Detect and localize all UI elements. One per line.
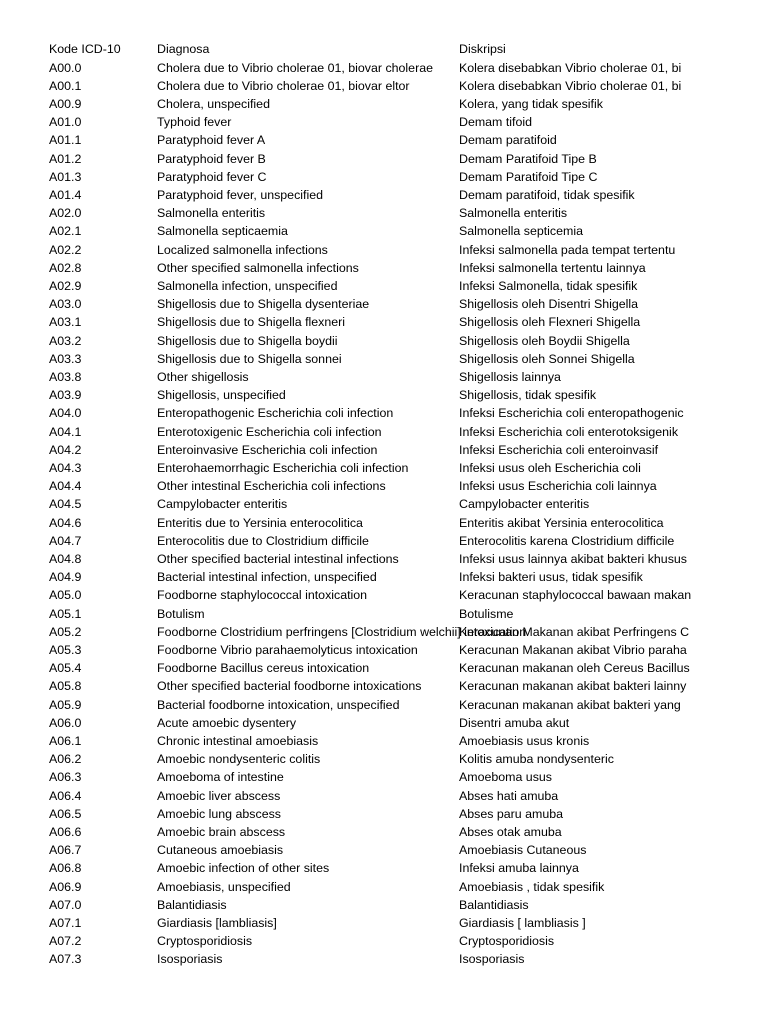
table-row	[0, 732, 768, 750]
cell-diagnosis: Shigellosis, unspecified	[157, 388, 286, 403]
cell-diagnosis: Foodborne Clostridium perfringens [Clostridium welchii] intoxication	[157, 624, 527, 639]
cell-description: Kolera disebabkan Vibrio cholerae 01, bi	[459, 78, 682, 93]
header-description: Diskripsi	[459, 42, 506, 56]
cell-description: Amoebiasis Cutaneous	[459, 843, 587, 858]
cell-code: A04.0	[49, 406, 82, 421]
cell-description: Infeksi salmonella pada tempat tertentu	[459, 242, 676, 257]
cell-diagnosis: Shigellosis due to Shigella boydii	[157, 333, 338, 348]
cell-code: A05.4	[49, 661, 82, 676]
cell-code: A04.2	[49, 442, 82, 457]
cell-description: Kolera, yang tidak spesifik	[459, 96, 603, 111]
cell-description: Keracunan Makanan akibat Perfringens C	[459, 624, 690, 639]
table-row	[0, 568, 768, 586]
table-row	[0, 714, 768, 732]
table-row	[0, 532, 768, 550]
cell-description: Infeksi salmonella tertentu lainnya	[459, 260, 646, 275]
cell-code: A06.4	[49, 788, 82, 803]
table-row	[0, 787, 768, 805]
table-row	[0, 696, 768, 714]
cell-diagnosis: Bacterial foodborne intoxication, unspecified	[157, 697, 400, 712]
cell-description: Infeksi Escherichia coli enteroinvasif	[459, 442, 659, 457]
cell-description: Amoeboma usus	[459, 770, 552, 785]
cell-description: Infeksi amuba lainnya	[459, 861, 579, 876]
cell-diagnosis: Salmonella septicaemia	[157, 224, 288, 239]
cell-code: A04.4	[49, 479, 82, 494]
cell-description: Shigellosis oleh Flexneri Shigella	[459, 315, 641, 330]
table-row	[0, 150, 768, 168]
table-row	[0, 168, 768, 186]
cell-description: Amoebiasis usus kronis	[459, 733, 590, 748]
table-row	[0, 514, 768, 532]
cell-code: A03.3	[49, 351, 82, 366]
cell-description: Disentri amuba akut	[459, 715, 570, 730]
cell-description: Campylobacter enteritis	[459, 497, 590, 512]
cell-description: Shigellosis oleh Disentri Shigella	[459, 297, 639, 312]
cell-code: A03.2	[49, 333, 82, 348]
table-row	[0, 950, 768, 968]
table-row	[0, 222, 768, 240]
cell-code: A06.7	[49, 843, 82, 858]
table-row	[0, 932, 768, 950]
cell-code: A01.2	[49, 151, 82, 166]
table-row	[0, 441, 768, 459]
cell-code: A01.0	[49, 115, 82, 130]
cell-code: A00.0	[49, 60, 82, 75]
cell-code: A04.6	[49, 515, 82, 530]
table-row	[0, 295, 768, 313]
cell-description: Abses otak amuba	[459, 824, 562, 839]
cell-code: A01.4	[49, 187, 82, 202]
cell-code: A01.1	[49, 133, 82, 148]
cell-description: Infeksi Salmonella, tidak spesifik	[459, 278, 638, 293]
table-row	[0, 404, 768, 422]
table-row	[0, 805, 768, 823]
cell-description: Demam paratifoid, tidak spesifik	[459, 187, 635, 202]
cell-description: Abses hati amuba	[459, 788, 559, 803]
cell-diagnosis: Other specified bacterial foodborne intoxications	[157, 679, 422, 694]
table-row	[0, 186, 768, 204]
table-row	[0, 77, 768, 95]
table-row	[0, 623, 768, 641]
header-code: Kode ICD-10	[49, 42, 121, 56]
cell-diagnosis: Chronic intestinal amoebiasis	[157, 733, 319, 748]
cell-description: Infeksi bakteri usus, tidak spesifik	[459, 570, 643, 585]
cell-code: A04.7	[49, 533, 82, 548]
cell-diagnosis: Enterohaemorrhagic Escherichia coli infection	[157, 460, 409, 475]
cell-code: A02.2	[49, 242, 82, 257]
header-diagnosis: Diagnosa	[157, 42, 210, 56]
table-row	[0, 113, 768, 131]
cell-diagnosis: Cholera due to Vibrio cholerae 01, biovar eltor	[157, 78, 410, 93]
table-row	[0, 677, 768, 695]
cell-code: A07.3	[49, 952, 82, 967]
cell-code: A05.2	[49, 624, 82, 639]
cell-code: A04.9	[49, 570, 82, 585]
cell-description: Salmonella septicemia	[459, 224, 583, 239]
cell-code: A00.9	[49, 96, 82, 111]
cell-diagnosis: Amoeboma of intestine	[157, 770, 284, 785]
cell-code: A00.1	[49, 78, 82, 93]
cell-diagnosis: Isosporiasis	[157, 952, 223, 967]
cell-description: Enterocolitis karena Clostridium difficile	[459, 533, 675, 548]
cell-description: Infeksi usus Escherichia coli lainnya	[459, 479, 657, 494]
cell-description: Balantidiasis	[459, 897, 529, 912]
table-row	[0, 914, 768, 932]
cell-diagnosis: Foodborne staphylococcal intoxication	[157, 588, 368, 603]
cell-diagnosis: Enterocolitis due to Clostridium difficile	[157, 533, 369, 548]
table-row	[0, 95, 768, 113]
table-row	[0, 386, 768, 404]
cell-diagnosis: Foodborne Vibrio parahaemolyticus intoxication	[157, 642, 418, 657]
table-row	[0, 823, 768, 841]
cell-diagnosis: Salmonella enteritis	[157, 206, 266, 221]
cell-description: Infeksi Escherichia coli enteropathogenic	[459, 406, 684, 421]
cell-description: Demam paratifoid	[459, 133, 557, 148]
cell-diagnosis: Amoebiasis, unspecified	[157, 879, 291, 894]
cell-description: Salmonella enteritis	[459, 206, 568, 221]
cell-diagnosis: Other specified bacterial intestinal infections	[157, 551, 399, 566]
cell-code: A04.8	[49, 551, 82, 566]
cell-code: A04.1	[49, 424, 82, 439]
cell-code: A02.0	[49, 206, 82, 221]
table-row	[0, 768, 768, 786]
cell-code: A06.1	[49, 733, 82, 748]
cell-description: Shigellosis, tidak spesifik	[459, 388, 597, 403]
cell-description: Keracunan Makanan akibat Vibrio paraha	[459, 642, 687, 657]
cell-code: A06.8	[49, 861, 82, 876]
cell-diagnosis: Botulism	[157, 606, 205, 621]
cell-diagnosis: Bacterial intestinal infection, unspecified	[157, 570, 377, 585]
cell-code: A02.1	[49, 224, 82, 239]
cell-diagnosis: Giardiasis [lambliasis]	[157, 915, 277, 930]
table-row	[0, 641, 768, 659]
cell-description: Shigellosis oleh Sonnei Shigella	[459, 351, 635, 366]
cell-description: Shigellosis lainnya	[459, 369, 561, 384]
cell-diagnosis: Other intestinal Escherichia coli infections	[157, 479, 386, 494]
cell-code: A05.0	[49, 588, 82, 603]
cell-diagnosis: Paratyphoid fever, unspecified	[157, 187, 324, 202]
cell-description: Infeksi Escherichia coli enterotoksigenik	[459, 424, 679, 439]
cell-diagnosis: Paratyphoid fever A	[157, 133, 266, 148]
cell-code: A02.8	[49, 260, 82, 275]
cell-diagnosis: Salmonella infection, unspecified	[157, 278, 338, 293]
table-row	[0, 350, 768, 368]
cell-diagnosis: Amoebic infection of other sites	[157, 861, 330, 876]
table-row	[0, 859, 768, 877]
cell-code: A06.2	[49, 752, 82, 767]
cell-description: Demam Paratifoid Tipe C	[459, 169, 598, 184]
cell-code: A05.9	[49, 697, 82, 712]
cell-diagnosis: Cholera, unspecified	[157, 96, 270, 111]
cell-code: A05.1	[49, 606, 82, 621]
cell-diagnosis: Amoebic nondysenteric colitis	[157, 752, 321, 767]
cell-diagnosis: Amoebic lung abscess	[157, 806, 281, 821]
cell-diagnosis: Enterotoxigenic Escherichia coli infection	[157, 424, 382, 439]
table-row	[0, 605, 768, 623]
cell-code: A06.0	[49, 715, 82, 730]
cell-description: Demam Paratifoid Tipe B	[459, 151, 597, 166]
cell-code: A06.5	[49, 806, 82, 821]
table-row	[0, 423, 768, 441]
table-row	[0, 841, 768, 859]
table-row	[0, 313, 768, 331]
cell-code: A03.1	[49, 315, 82, 330]
cell-code: A07.0	[49, 897, 82, 912]
cell-diagnosis: Enteroinvasive Escherichia coli infection	[157, 442, 378, 457]
cell-description: Kolera disebabkan Vibrio cholerae 01, bi	[459, 60, 682, 75]
cell-diagnosis: Shigellosis due to Shigella flexneri	[157, 315, 346, 330]
table-row	[0, 477, 768, 495]
cell-code: A06.6	[49, 824, 82, 839]
cell-diagnosis: Other shigellosis	[157, 369, 249, 384]
cell-description: Cryptosporidiosis	[459, 934, 555, 949]
cell-diagnosis: Balantidiasis	[157, 897, 227, 912]
table-row	[0, 131, 768, 149]
cell-diagnosis: Cryptosporidiosis	[157, 934, 253, 949]
cell-code: A07.2	[49, 934, 82, 949]
table-header-row	[0, 40, 768, 58]
table-row	[0, 750, 768, 768]
cell-description: Demam tifoid	[459, 115, 532, 130]
cell-diagnosis: Shigellosis due to Shigella sonnei	[157, 351, 342, 366]
table-row	[0, 550, 768, 568]
cell-description: Keracunan makanan akibat bakteri yang	[459, 697, 681, 712]
table-row	[0, 459, 768, 477]
table-row	[0, 59, 768, 77]
cell-description: Keracunan staphylococcal bawaan makan	[459, 588, 692, 603]
cell-diagnosis: Typhoid fever	[157, 115, 232, 130]
table-row	[0, 586, 768, 604]
cell-description: Infeksi usus lainnya akibat bakteri khusus	[459, 551, 687, 566]
cell-description: Enteritis akibat Yersinia enterocolitica	[459, 515, 664, 530]
cell-description: Infeksi usus oleh Escherichia coli	[459, 460, 641, 475]
table-row	[0, 277, 768, 295]
cell-description: Botulisme	[459, 606, 514, 621]
cell-code: A03.0	[49, 297, 82, 312]
table-row	[0, 204, 768, 222]
cell-code: A06.3	[49, 770, 82, 785]
cell-diagnosis: Amoebic brain abscess	[157, 824, 286, 839]
cell-diagnosis: Amoebic liver abscess	[157, 788, 281, 803]
cell-description: Abses paru amuba	[459, 806, 564, 821]
cell-description: Isosporiasis	[459, 952, 525, 967]
cell-diagnosis: Acute amoebic dysentery	[157, 715, 297, 730]
cell-code: A04.3	[49, 460, 82, 475]
cell-diagnosis: Localized salmonella infections	[157, 242, 328, 257]
cell-diagnosis: Shigellosis due to Shigella dysenteriae	[157, 297, 370, 312]
cell-diagnosis: Campylobacter enteritis	[157, 497, 288, 512]
table-row	[0, 259, 768, 277]
cell-code: A03.9	[49, 388, 82, 403]
table-row	[0, 368, 768, 386]
table-row	[0, 659, 768, 677]
cell-diagnosis: Cholera due to Vibrio cholerae 01, biovar cholerae	[157, 60, 433, 75]
table-row	[0, 896, 768, 914]
cell-diagnosis: Enteropathogenic Escherichia coli infection	[157, 406, 394, 421]
cell-description: Amoebiasis , tidak spesifik	[459, 879, 605, 894]
cell-diagnosis: Enteritis due to Yersinia enterocolitica	[157, 515, 363, 530]
cell-code: A07.1	[49, 915, 82, 930]
cell-code: A03.8	[49, 369, 82, 384]
cell-code: A02.9	[49, 278, 82, 293]
cell-code: A01.3	[49, 169, 82, 184]
cell-description: Keracunan makanan akibat bakteri lainny	[459, 679, 687, 694]
cell-diagnosis: Paratyphoid fever B	[157, 151, 266, 166]
cell-diagnosis: Foodborne Bacillus cereus intoxication	[157, 661, 370, 676]
table-row	[0, 495, 768, 513]
cell-diagnosis: Other specified salmonella infections	[157, 260, 359, 275]
table-row	[0, 332, 768, 350]
cell-code: A06.9	[49, 879, 82, 894]
cell-description: Shigellosis oleh Boydii Shigella	[459, 333, 630, 348]
cell-diagnosis: Paratyphoid fever C	[157, 169, 267, 184]
table-row	[0, 878, 768, 896]
table-row	[0, 241, 768, 259]
cell-code: A04.5	[49, 497, 82, 512]
cell-description: Keracunan makanan oleh Cereus Bacillus	[459, 661, 690, 676]
cell-description: Giardiasis [ lambliasis ]	[459, 915, 586, 930]
cell-code: A05.3	[49, 642, 82, 657]
cell-diagnosis: Cutaneous amoebiasis	[157, 843, 284, 858]
cell-description: Kolitis amuba nondysenteric	[459, 752, 614, 767]
cell-code: A05.8	[49, 679, 82, 694]
